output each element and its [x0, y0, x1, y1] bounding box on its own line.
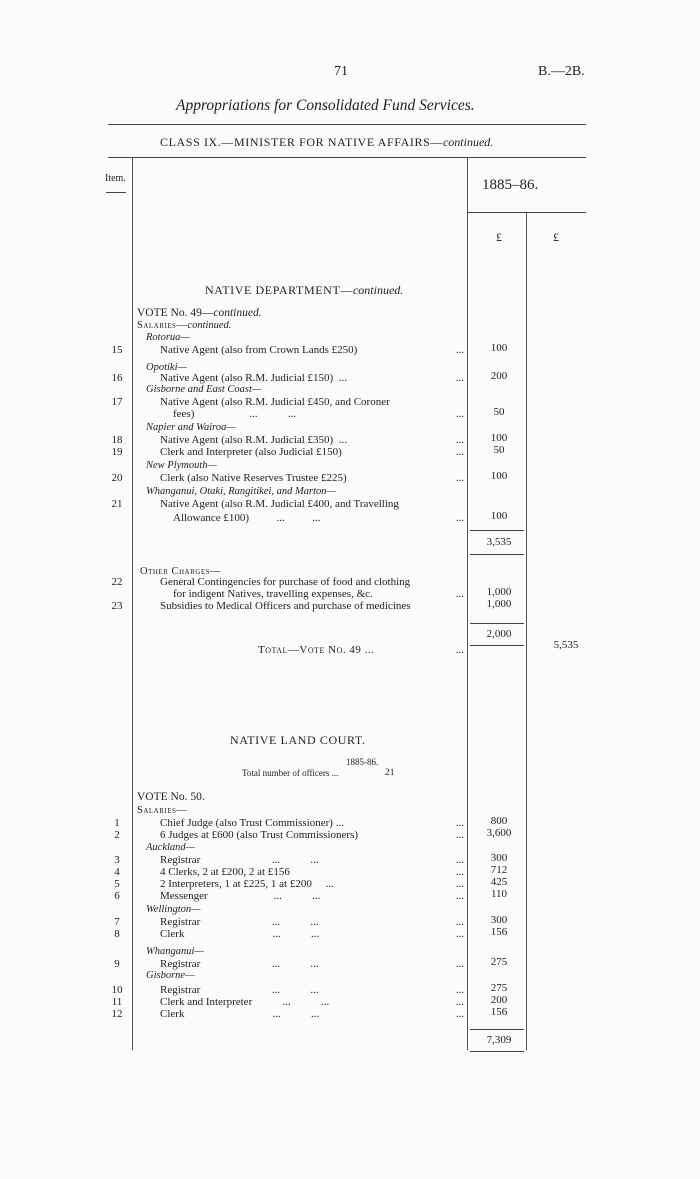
line-item-amount: 300 — [490, 852, 508, 864]
line-item-label: Native Agent (also R.M. Judicial £350) ... — [160, 434, 347, 446]
item-header-underline — [106, 192, 126, 193]
leader-dots: ... — [455, 1008, 464, 1020]
other-subtotal-rule — [470, 623, 524, 624]
currency-symbol-1: £ — [496, 230, 502, 244]
year-header-rule — [468, 212, 586, 213]
line-item-label: Clerk (also Native Reserves Trustee £225) — [160, 472, 347, 484]
document-reference: B.—2B. — [538, 64, 585, 79]
item-number: 6 — [114, 890, 120, 902]
line-item-amount: 100 — [490, 432, 508, 444]
total-vote-49-label: Total—Vote No. 49 ... — [258, 644, 375, 656]
line-item-amount: 100 — [490, 342, 508, 354]
line-item-label: Clerk and Interpreter ... ... — [160, 996, 330, 1008]
year-header: 1885–86. — [482, 177, 539, 193]
line-item-label: Native Agent (also R.M. Judicial £150) ... — [160, 372, 347, 384]
line-item-label: Subsidies to Medical Officers and purchase of medicines — [160, 600, 411, 612]
leader-dots: ... — [455, 996, 464, 1008]
item-number: 4 — [114, 866, 120, 878]
native-department-title-continued: continued. — [352, 283, 404, 297]
line-item-label: Native Agent (also from Crown Lands £250) — [160, 344, 358, 356]
line-item-amount: 275 — [490, 956, 508, 968]
salaries-subtotal-bottom-rule — [470, 554, 524, 555]
table-top-rule — [108, 157, 586, 158]
class-heading-continued: continued. — [442, 135, 494, 149]
other-subtotal: 2,000 — [486, 628, 512, 640]
title-rule — [108, 124, 586, 125]
land-court-subtotal-rule — [470, 1029, 524, 1030]
line-item-label: Clerk ... ... — [160, 1008, 320, 1020]
line-item-amount: 200 — [490, 994, 508, 1006]
item-number: 17 — [111, 396, 123, 408]
leader-dots: ... — [455, 958, 464, 970]
line-item-label: 4 Clerks, 2 at £200, 2 at £156 — [160, 866, 290, 878]
item-number: 1 — [114, 817, 120, 829]
land-court-salaries-heading: Salaries— — [137, 805, 188, 816]
leader-dots: ... — [455, 890, 464, 902]
item-number: 10 — [111, 984, 123, 996]
leader-dots: ... — [455, 854, 464, 866]
line-item-label: Chief Judge (also Trust Commissioner) ... — [160, 817, 344, 829]
item-number: 21 — [111, 498, 123, 510]
line-item-amount: 1,000 — [486, 598, 512, 610]
class-heading-text: CLASS IX.—MINISTER FOR NATIVE AFFAIRS— — [160, 135, 443, 149]
line-item-label: 6 Judges at £600 (also Trust Commissioners) — [160, 829, 359, 841]
salaries-subtotal: 3,535 — [486, 536, 512, 548]
salaries-heading-text: Salaries— — [137, 320, 188, 331]
leader-dots: ... — [455, 372, 464, 384]
item-number: 5 — [114, 878, 120, 890]
line-item-amount: 800 — [490, 815, 508, 827]
page-title: Appropriations for Consolidated Fund Services. — [176, 97, 475, 114]
item-number: 18 — [111, 434, 123, 446]
item-number: 8 — [114, 928, 120, 940]
vote-49-heading — [137, 307, 262, 319]
line-item-label: fees) ... ... — [173, 408, 297, 420]
salaries-subtotal-rule — [470, 530, 524, 531]
item-column-divider — [132, 158, 133, 1050]
leader-dots: ... — [455, 344, 464, 356]
leader-dots: ... — [455, 928, 464, 940]
leader-dots: ... — [455, 984, 464, 996]
currency-symbol-2: £ — [553, 230, 559, 244]
other-charges-heading: Other Charges— — [140, 566, 221, 577]
total-vote-49-dots: ... — [455, 644, 464, 656]
line-item-amount: 156 — [490, 1006, 508, 1018]
item-number: 9 — [114, 958, 120, 970]
line-item-label: Native Agent (also R.M. Judicial £400, and Travelling — [160, 498, 399, 510]
leader-dots: ... — [455, 878, 464, 890]
native-department-title — [205, 283, 403, 298]
location-subheading: Rotorua— — [146, 332, 190, 343]
location-subheading: Auckland— — [146, 842, 195, 853]
location-subheading: Napier and Wairoa— — [146, 422, 236, 433]
line-item-amount: 200 — [490, 370, 508, 382]
line-item-amount: 275 — [490, 982, 508, 994]
land-court-subtotal: 7,309 — [486, 1034, 512, 1046]
native-land-court-title: NATIVE LAND COURT. — [230, 733, 366, 747]
land-court-subtotal-bottom-rule — [470, 1051, 524, 1052]
leader-dots: ... — [455, 916, 464, 928]
item-number: 12 — [111, 1008, 123, 1020]
line-item-amount: 425 — [490, 876, 508, 888]
page-number: 71 — [334, 64, 348, 79]
line-item-label: Clerk and Interpreter (also Judicial £150) — [160, 446, 342, 458]
line-item-amount: 50 — [493, 444, 505, 456]
line-item-label: Native Agent (also R.M. Judicial £450, and Coroner — [160, 396, 390, 408]
salaries-heading-continued: continued. — [187, 320, 232, 331]
line-item-label: Clerk ... ... — [160, 928, 320, 940]
native-department-title-text: NATIVE DEPARTMENT— — [205, 283, 353, 297]
line-item-label: Registrar ... ... — [160, 854, 319, 866]
line-item-amount: 712 — [490, 864, 508, 876]
officers-year: 1885-86. — [346, 757, 379, 767]
line-item-amount: 156 — [490, 926, 508, 938]
leader-dots: ... — [455, 472, 464, 484]
item-number: 2 — [114, 829, 120, 841]
total-vote-49-value: 5,535 — [553, 639, 579, 651]
vote-50-heading: VOTE No. 50. — [137, 791, 205, 803]
line-item-amount: 110 — [490, 888, 508, 900]
leader-dots: ... — [455, 434, 464, 446]
line-item-label: Allowance £100) ... ... — [173, 512, 321, 524]
line-item-amount: 1,000 — [486, 586, 512, 598]
line-item-label: General Contingencies for purchase of food and clothing — [160, 576, 411, 588]
item-number: 16 — [111, 372, 123, 384]
line-item-amount: 3,600 — [486, 827, 512, 839]
location-subheading: Gisborne and East Coast— — [146, 384, 262, 395]
location-subheading: Wellington— — [146, 904, 201, 915]
line-item-amount: 100 — [490, 470, 508, 482]
line-item-label: Messenger ... ... — [160, 890, 321, 902]
leader-dots: ... — [455, 817, 464, 829]
leader-dots: ... — [455, 829, 464, 841]
line-item-label: Registrar ... ... — [160, 916, 319, 928]
line-item-amount: 100 — [490, 510, 508, 522]
officers-count: 21 — [385, 768, 395, 778]
location-subheading: New Plymouth— — [146, 460, 217, 471]
location-subheading: Whanganui— — [146, 946, 204, 957]
vote-49-continued: continued. — [213, 307, 262, 319]
leader-dots: ... — [455, 408, 464, 420]
leader-dots: ... — [455, 866, 464, 878]
officers-label: Total number of officers ... — [242, 768, 339, 778]
line-item-amount: 300 — [490, 914, 508, 926]
vote-49-text: VOTE No. 49— — [137, 307, 214, 319]
line-item-label: Registrar ... ... — [160, 958, 319, 970]
line-item-amount: 50 — [493, 406, 505, 418]
item-column-header: Item. — [105, 173, 126, 184]
location-subheading: Gisborne— — [146, 970, 195, 981]
line-item-label: 2 Interpreters, 1 at £225, 1 at £200 ... — [160, 878, 334, 890]
item-number: 22 — [111, 576, 123, 588]
item-number: 7 — [114, 916, 120, 928]
line-item-label: Registrar ... ... — [160, 984, 319, 996]
item-number: 15 — [111, 344, 123, 356]
item-number: 11 — [111, 996, 123, 1008]
location-subheading: Whanganui, Otaki, Rangitikei, and Marton— — [146, 486, 336, 497]
item-number: 19 — [111, 446, 123, 458]
location-subheading: Opotiki— — [146, 362, 187, 373]
item-number: 23 — [111, 600, 123, 612]
leader-dots: ... — [455, 446, 464, 458]
leader-dots: ... — [455, 512, 464, 524]
item-number: 3 — [114, 854, 120, 866]
salaries-heading — [137, 320, 231, 331]
leader-dots: ... — [455, 588, 464, 600]
other-subtotal-bottom-rule — [470, 645, 524, 646]
item-number: 20 — [111, 472, 123, 484]
class-heading — [160, 135, 493, 150]
line-item-label: for indigent Natives, travelling expenses, &c. — [173, 588, 373, 600]
